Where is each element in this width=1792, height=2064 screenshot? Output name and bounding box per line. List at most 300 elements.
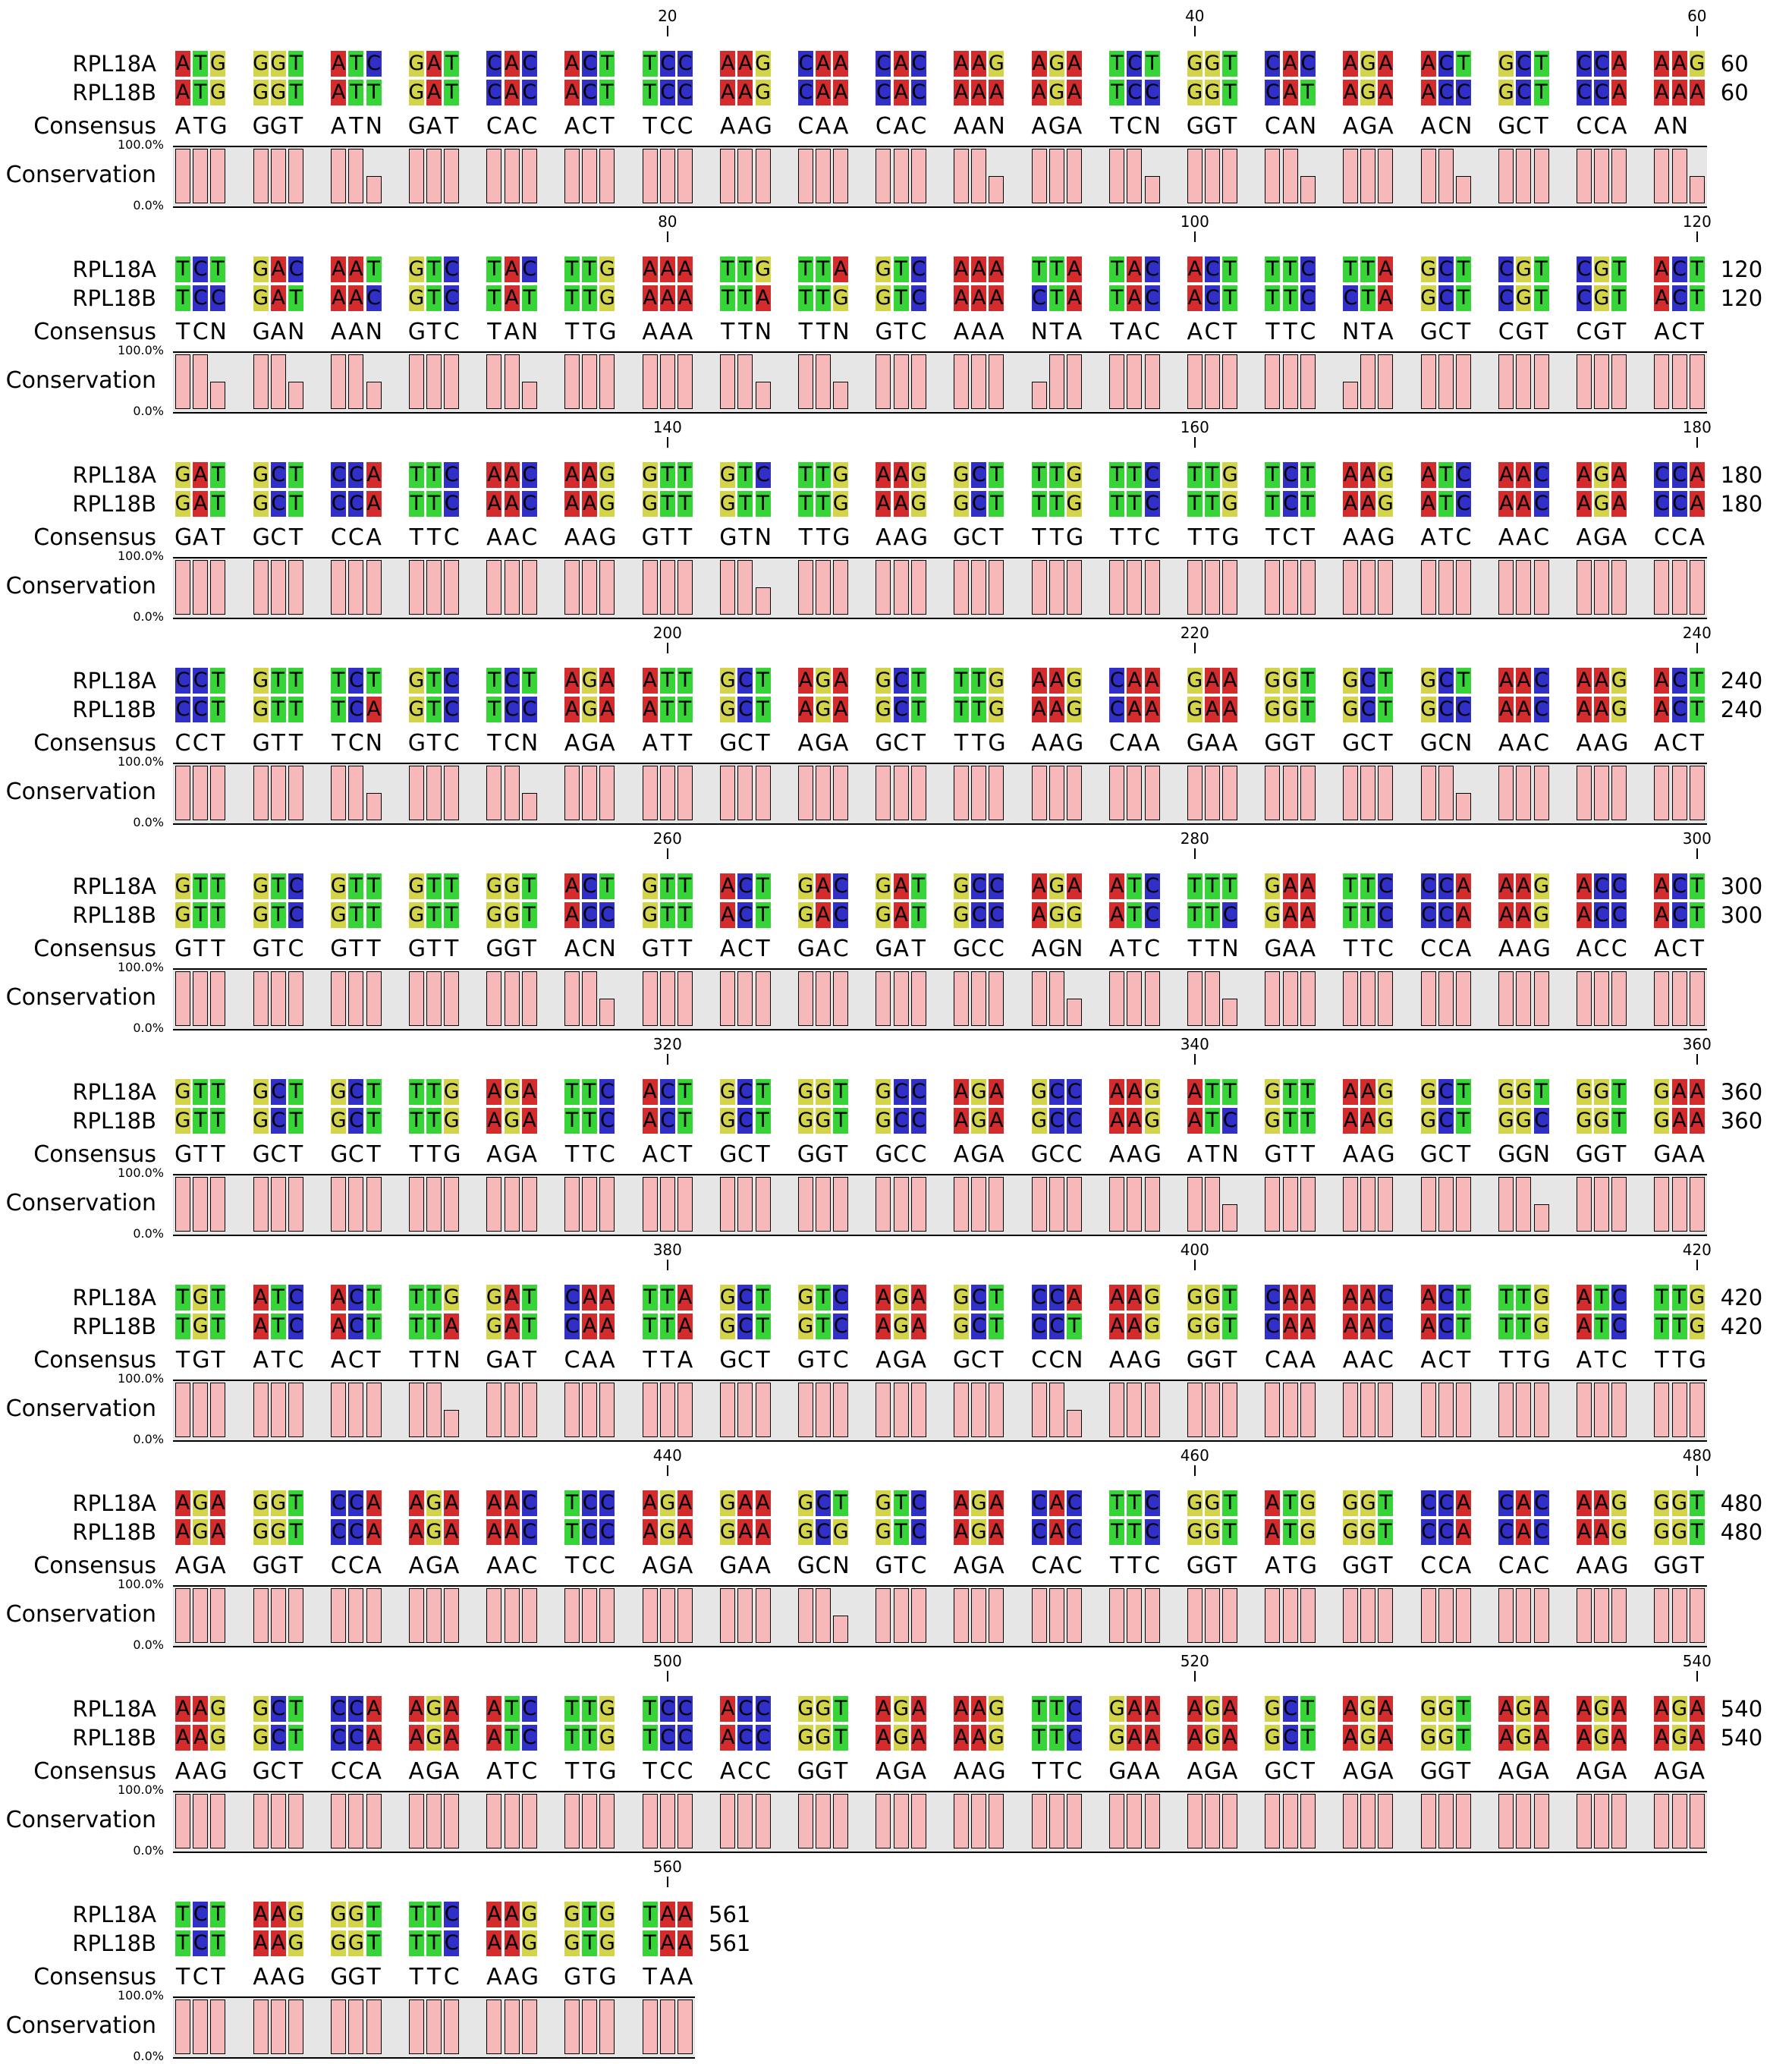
nucleotide-t: T [894,257,907,281]
nucleotide-a: A [660,286,675,310]
nucleotide-g: G [599,1697,615,1720]
conservation-bar [643,1383,658,1437]
conservation-bar [1672,766,1687,820]
consensus-base: A [1611,113,1627,140]
nucleotide-c: C [1594,52,1609,75]
nucleotide-a: A [1049,1491,1064,1515]
nucleotide-a: A [1655,80,1669,104]
consensus-base: G [970,1553,989,1579]
consensus-base: G [1048,113,1067,140]
consensus-base: A [581,1347,598,1373]
consensus-base: T [271,1347,285,1373]
nucleotide-g: G [1593,1697,1610,1720]
conservation-bar [1127,149,1142,203]
nucleotide-c: C [1498,257,1514,281]
nucleotide-g: G [270,80,287,104]
consensus-base: C [910,319,927,345]
conservation-bar [737,354,753,409]
nucleotide-t: T [212,903,225,927]
consensus-base: A [1654,730,1670,757]
consensus-base: C [832,1347,849,1373]
consensus-base: N [365,319,383,345]
nucleotide-a: A [1067,874,1082,898]
ruler-tick-mark [1194,26,1196,36]
ruler-tick-mark [1194,231,1196,242]
conservation-bar [1049,766,1064,820]
conservation-bar [1300,1177,1316,1232]
nucleotide-c: C [971,874,986,898]
conservation-bar [1577,1177,1592,1232]
consensus-base: C [910,1141,927,1168]
ruler-tick-mark [1696,26,1698,36]
nucleotide-a: A [1611,463,1627,486]
conservation-label: Conservation [5,1601,156,1628]
rpl18a-end-position: 420 [1720,1285,1763,1310]
nucleotide-g: G [1360,1726,1376,1749]
conservation-bar [1672,1794,1687,1848]
conservation-bar [660,149,675,203]
consensus-base: G [1688,1347,1707,1373]
conservation-bar [1032,766,1047,820]
conservation-bar [348,1794,363,1848]
nucleotide-g: G [875,286,891,310]
nucleotide-a: A [1456,903,1471,927]
conservation-bar [737,1794,753,1848]
consensus-base: A [910,1758,927,1785]
consensus-base: T [1456,1347,1471,1373]
consensus-base: C [1438,1347,1454,1373]
consensus-label: Consensus [33,730,156,757]
ruler-tick-mark [667,1671,668,1682]
consensus-base: C [1031,1347,1048,1373]
nucleotide-g: G [815,1080,832,1103]
nucleotide-t: T [212,669,225,692]
nucleotide-t: T [176,1931,190,1955]
nucleotide-t: T [643,1902,656,1926]
consensus-base: A [1108,1347,1125,1373]
nucleotide-g: G [288,1902,304,1926]
nucleotide-t: T [289,492,303,515]
nucleotide-g: G [910,463,927,486]
nucleotide-t: T [193,874,207,898]
nucleotide-a: A [409,1697,424,1720]
conservation-bar [175,1383,190,1437]
consensus-base: T [1223,1553,1237,1579]
consensus-base: G [581,730,599,757]
consensus-base: T [834,1141,848,1168]
consensus-base: G [1221,524,1240,551]
consensus-base: G [1419,730,1438,757]
nucleotide-c: C [833,1285,848,1309]
conservation-bar [1594,1588,1609,1643]
nucleotide-g: G [1204,80,1221,104]
consensus-base: G [252,936,270,962]
consensus-base: A [1576,1553,1592,1579]
conservation-bar [564,149,580,203]
consensus-base: G [641,936,659,962]
nucleotide-a: A [1127,257,1142,281]
conservation-bar [1654,354,1669,409]
sequence-label-rpl18a: RPL18A [72,1285,156,1310]
nucleotide-a: A [505,1902,519,1926]
nucleotide-t: T [410,492,423,515]
consensus-base: A [192,524,209,551]
ruler-tick-label: 400 [1180,1241,1209,1259]
nucleotide-g: G [1653,1080,1670,1103]
nucleotide-a: A [1127,1726,1142,1749]
nucleotide-a: A [894,874,908,898]
conservation-bar [193,560,208,615]
nucleotide-g: G [797,1109,814,1132]
conservation-track [173,968,1707,1030]
rpl18b-end-position: 60 [1720,80,1749,105]
nucleotide-t: T [661,492,674,515]
nucleotide-a: A [175,1520,190,1543]
consensus-label: Consensus [33,524,156,551]
consensus-base: T [366,1141,381,1168]
consensus-base: T [175,319,190,345]
conservation-bar [1343,971,1358,1026]
nucleotide-a: A [1032,874,1046,898]
consensus-base: T [211,936,225,962]
consensus-base: C [174,730,191,757]
nucleotide-a: A [1498,463,1514,486]
nucleotide-c: C [1438,669,1454,692]
nucleotide-t: T [1612,1080,1626,1103]
conservation-bar [1109,1383,1124,1437]
conservation-bar [737,1588,753,1643]
conservation-bar [1127,971,1142,1026]
consensus-base: C [1438,319,1454,345]
consensus-base: A [953,1553,970,1579]
conservation-bar [599,149,615,203]
nucleotide-g: G [253,52,269,75]
nucleotide-c: C [1109,669,1124,692]
consensus-base: C [443,730,460,757]
consensus-base: N [288,319,305,345]
nucleotide-t: T [1223,1285,1237,1309]
nucleotide-a: A [1222,1697,1237,1720]
nucleotide-g: G [504,903,520,927]
conservation-bar [1109,1588,1124,1643]
nucleotide-c: C [1300,257,1316,281]
nucleotide-a: A [1421,80,1435,104]
conservation-bar [564,1383,580,1437]
nucleotide-a: A [1379,1697,1393,1720]
nucleotide-a: A [1594,1491,1609,1515]
nucleotide-a: A [1187,286,1203,310]
nucleotide-c: C [1145,1491,1160,1515]
consensus-base: T [1283,1553,1297,1579]
nucleotide-g: G [253,463,269,486]
nucleotide-g: G [1360,52,1376,75]
nucleotide-g: G [1187,52,1203,75]
nucleotide-t: T [1517,1285,1530,1309]
consensus-base: G [1437,1758,1456,1785]
nucleotide-c: C [1265,1314,1280,1338]
consensus-base: C [1264,113,1281,140]
consensus-base: T [1127,936,1142,962]
nucleotide-t: T [523,874,536,898]
conservation-bar [348,1177,363,1232]
nucleotide-c: C [1654,492,1669,515]
nucleotide-a: A [954,1726,969,1749]
consensus-label: Consensus [33,113,156,140]
nucleotide-c: C [833,903,848,927]
nucleotide-a: A [1421,463,1435,486]
nucleotide-t: T [799,257,813,281]
conservation-bar [798,1588,813,1643]
consensus-base: A [564,730,580,757]
nucleotide-a: A [1343,1080,1358,1103]
nucleotide-c: C [599,1491,615,1515]
conservation-bar [1300,1588,1316,1643]
conservation-bar [409,1794,424,1848]
conservation-bar [564,766,580,820]
nucleotide-c: C [876,52,891,75]
conservation-bar [1343,560,1358,615]
nucleotide-g: G [1264,669,1281,692]
conservation-bar [1378,766,1393,820]
consensus-base: T [193,936,208,962]
nucleotide-t: T [583,257,596,281]
nucleotide-g: G [253,903,269,927]
conservation-bar [210,149,225,203]
nucleotide-t: T [367,669,380,692]
nucleotide-t: T [912,903,926,927]
nucleotide-a: A [894,492,908,515]
consensus-base: G [1377,1141,1395,1168]
conservation-bar [505,560,520,615]
nucleotide-a: A [720,1726,735,1749]
nucleotide-a: A [643,697,657,721]
conservation-label: Conservation [5,367,156,394]
conservation-bar [210,1383,225,1437]
conservation-bar [894,354,909,409]
nucleotide-a: A [271,1902,286,1926]
nucleotide-c: C [1672,463,1687,486]
nucleotide-t: T [367,1285,380,1309]
conservation-bar [486,1177,501,1232]
conservation-bar [1283,1383,1298,1437]
nucleotide-c: C [1145,257,1160,281]
nucleotide-g: G [599,1902,615,1926]
nucleotide-t: T [1050,463,1064,486]
conservation-bar [175,1794,190,1848]
nucleotide-c: C [1438,1109,1454,1132]
conservation-bar [1690,1177,1705,1232]
ruler-tick-label: 280 [1180,829,1209,848]
nucleotide-c: C [660,80,675,104]
nucleotide-a: A [1672,80,1687,104]
consensus-base: G [1204,1347,1222,1373]
conservation-bar [582,1383,597,1437]
conservation-bar [1109,971,1124,1026]
conservation-bar [1222,1383,1237,1437]
nucleotide-a: A [678,1491,693,1515]
consensus-base: T [211,730,225,757]
nucleotide-a: A [1517,903,1531,927]
consensus-base: A [1342,113,1359,140]
consensus-base: A [1360,524,1376,551]
consensus-base: C [330,524,347,551]
consensus-base: C [737,1347,753,1373]
nucleotide-a: A [487,1697,501,1720]
rpl18b-end-position: 120 [1720,285,1763,311]
nucleotide-g: G [1264,697,1281,721]
nucleotide-c: C [678,1697,693,1720]
conservation-min-label: 0.0% [133,404,164,418]
consensus-base: A [1654,113,1670,140]
conservation-bar [253,354,269,409]
conservation-bar [737,149,753,203]
nucleotide-t: T [1223,1491,1237,1515]
nucleotide-a: A [487,492,501,515]
nucleotide-g: G [408,697,425,721]
nucleotide-g: G [1420,1697,1437,1720]
nucleotide-g: G [408,903,425,927]
nucleotide-t: T [643,1726,656,1749]
nucleotide-a: A [738,80,753,104]
nucleotide-t: T [661,463,674,486]
consensus-base: A [504,1964,520,1990]
conservation-bar [660,766,675,820]
nucleotide-t: T [1128,1491,1141,1515]
nucleotide-t: T [1379,697,1392,721]
nucleotide-a: A [971,286,986,310]
nucleotide-c: C [564,1314,580,1338]
nucleotide-c: C [1222,1109,1237,1132]
nucleotide-c: C [678,52,693,75]
conservation-bar [798,766,813,820]
nucleotide-c: C [1438,286,1454,310]
nucleotide-t: T [212,463,225,486]
nucleotide-a: A [487,1726,501,1749]
nucleotide-c: C [193,697,208,721]
nucleotide-c: C [1049,1314,1064,1338]
consensus-base: G [443,1141,461,1168]
conservation-bar [643,149,658,203]
consensus-base: G [1264,1141,1282,1168]
nucleotide-g: G [486,874,502,898]
consensus-base: G [815,730,833,757]
nucleotide-a: A [1109,874,1124,898]
consensus-base: A [989,1553,1004,1579]
conservation-bar [599,1383,615,1437]
nucleotide-c: C [1534,1109,1549,1132]
consensus-base: C [1498,319,1514,345]
nucleotide-c: C [444,492,459,515]
consensus-base: A [486,1141,502,1168]
consensus-base: T [1205,936,1220,962]
nucleotide-a: A [756,286,770,310]
consensus-base: G [520,1964,539,1990]
conservation-bar [1516,354,1531,409]
nucleotide-g: G [253,1109,269,1132]
conservation-bar [1378,560,1393,615]
consensus-base: T [349,936,363,962]
conservation-bar [720,766,735,820]
nucleotide-g: G [719,1520,736,1543]
nucleotide-c: C [1421,874,1436,898]
conservation-bar [348,1588,363,1643]
nucleotide-a: A [582,463,597,486]
nucleotide-g: G [970,1491,987,1515]
conservation-bar [1067,1410,1082,1437]
consensus-base: G [1342,730,1360,757]
nucleotide-g: G [1031,1080,1048,1103]
nucleotide-a: A [1498,697,1514,721]
conservation-bar [444,1177,459,1232]
conservation-bar [1187,560,1203,615]
consensus-base: C [443,1964,460,1990]
consensus-base: A [1360,1141,1376,1168]
conservation-bar [1690,1383,1705,1437]
conservation-bar [505,766,520,820]
nucleotide-t: T [289,1080,303,1103]
consensus-base: A [1576,524,1592,551]
ruler-tick-mark [667,848,668,859]
nucleotide-g: G [253,1697,269,1720]
conservation-bar [1498,766,1514,820]
nucleotide-t: T [1284,1109,1297,1132]
conservation-bar [1594,354,1609,409]
nucleotide-t: T [212,1314,225,1338]
consensus-base: A [876,1758,891,1785]
conservation-bar [1222,560,1237,615]
sequence-label-rpl18b: RPL18B [72,1519,156,1545]
consensus-base: C [1653,524,1670,551]
consensus-base: T [600,113,615,140]
consensus-base: T [643,1347,657,1373]
nucleotide-a: A [1145,1726,1159,1749]
consensus-base: A [1420,524,1436,551]
consensus-base: A [486,1553,502,1579]
nucleotide-g: G [875,903,891,927]
conservation-bar [348,149,363,203]
nucleotide-g: G [174,874,191,898]
nucleotide-a: A [1534,1726,1548,1749]
consensus-base: T [426,730,442,757]
nucleotide-t: T [565,1520,579,1543]
nucleotide-a: A [564,669,580,692]
consensus-label: Consensus [33,319,156,345]
consensus-base: A [953,1758,970,1785]
nucleotide-t: T [601,874,614,898]
consensus-base: G [953,1347,971,1373]
nucleotide-a: A [1611,1726,1627,1749]
consensus-base: A [1576,936,1592,962]
nucleotide-a: A [564,463,580,486]
consensus-base: C [1438,936,1454,962]
consensus-base: A [408,1758,425,1785]
conservation-bar [737,1383,753,1437]
nucleotide-a: A [1672,52,1687,75]
nucleotide-c: C [737,1726,753,1749]
conservation-min-label: 0.0% [133,1226,164,1241]
nucleotide-c: C [678,1726,693,1749]
nucleotide-a: A [954,1080,969,1103]
nucleotide-a: A [175,1491,190,1515]
conservation-bar [210,2000,225,2054]
nucleotide-g: G [1438,1726,1454,1749]
consensus-base: N [599,936,616,962]
nucleotide-g: G [719,1285,736,1309]
nucleotide-a: A [1577,697,1592,721]
consensus-base: G [1593,1758,1611,1785]
nucleotide-c: C [1049,1109,1064,1132]
sequence-label-rpl18a: RPL18A [72,51,156,77]
